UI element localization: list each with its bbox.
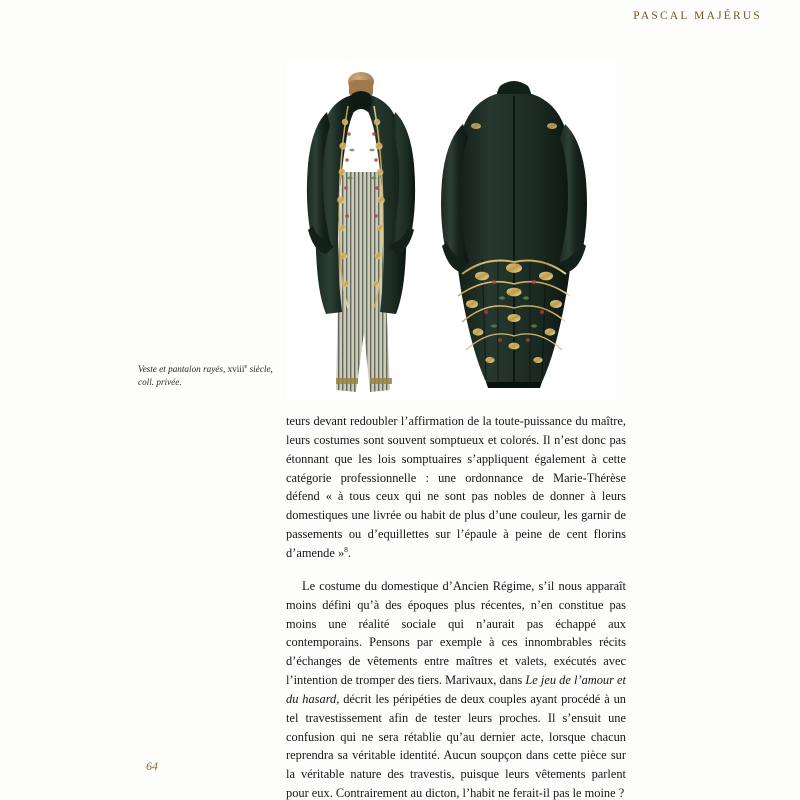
caption-credit: coll. privée.: [138, 377, 182, 388]
text-run: teurs devant redoubler l’affirmation de la toute-puissance du maître, leurs costumes sont souvent somptueux et colorés. Il n’est donc pas étonnant que les lois somptuaires s’appliquent également à cette catégorie professionnelle : une ordonnance de Marie-Thérèse défend « à tous ceux qui ne sont pas nobles de donner à leurs domestiques une livrée ou habit de plus d’une couleur, les garnir de passements ou d’equillettes sur l’épaule à peine de cent florins d’amende »: [286, 414, 626, 561]
page-number: 64: [146, 759, 158, 773]
body-text-column: [286, 412, 626, 800]
paragraph-2: [286, 577, 626, 800]
caption-century: xviii: [227, 364, 245, 375]
text-run: , décrit les péripéties de deux couples ayant procédé à un tel travestissement afin de tester leurs proches. Il s’ensuit une confusion qui ne sera rétablie qu’au dernier acte, lorsque chacun reprendra sa véritable identité. Aucun soupçon dans cette pièce sur la véritable nature des travestis, puisque leurs vêtements parlent pour eux. Contrairement au dicton, l’habit ne ferait-il pas le moine ?: [286, 691, 626, 800]
caption-title: Veste et pantalon rayés,: [138, 364, 226, 375]
figure-costume-plate: [286, 60, 616, 400]
figure-caption: [138, 362, 278, 390]
text-run: .: [347, 546, 352, 561]
running-head: [633, 10, 762, 22]
running-head-text: PASCAL MAJÉRUS: [633, 10, 762, 22]
caption-century-tail: siècle,: [247, 364, 273, 375]
caption-century-superscript: e: [244, 363, 248, 370]
text-run: Le costume du domestique d’Ancien Régime, s’il nous apparaît moins défini qu’à des époques plus récentes, n’en constitue pas moins une réalité sociale qui n’aurait pas échappé aux contemporains. Pensons par exemple à ces innombrables récits d’échanges de vêtements entre maîtres et valets, exécutés avec l’intention de tromper des tiers. Marivaux, dans: [286, 578, 626, 688]
paragraph-1: [286, 412, 626, 563]
photograph: [286, 60, 616, 400]
footnote-marker: 8: [344, 544, 348, 554]
italic-title: Le jeu de l’amour et du hasard: [286, 673, 627, 706]
